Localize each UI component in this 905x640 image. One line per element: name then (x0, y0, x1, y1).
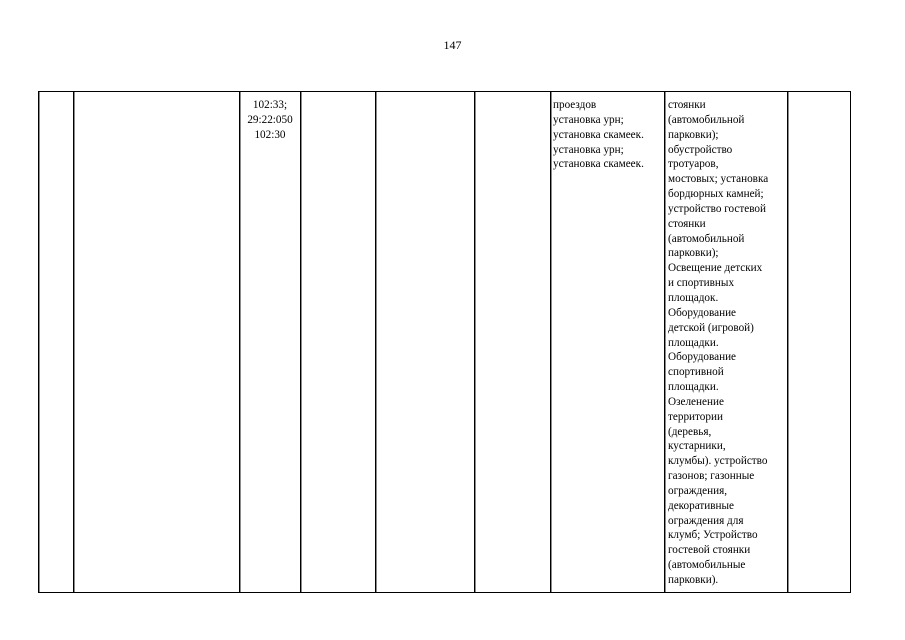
cell-empty-9 (788, 92, 851, 593)
works-text: проездов установка урн; установка скамеек. установка урн; установка скамеек. (553, 99, 644, 171)
continuation-table (38, 91, 851, 593)
cell-empty-4 (301, 92, 376, 593)
cell-empty-5 (376, 92, 475, 593)
page-number: 147 (443, 38, 462, 52)
cell-index (39, 92, 74, 593)
cell-improvements (665, 92, 788, 593)
cell-works (551, 92, 665, 593)
improvements-text: стоянки (автомобильной парковки); обустройство тротуаров, мостовых; установка бордюрных камней; устройство гостевой стоянки (автомобильной парковки); Освещение детских и спортивных площадок. Оборудование детской (игровой) площадки. Оборудование спортивной площадки. Озеленение территории (деревья, кустарники, клумбы). устройство газонов; газонные ограждения, декоративные ограждения для клумб; Устройство гостевой стоянки (автомобильные парковки). (668, 99, 769, 586)
cell-cadastral-numbers (240, 92, 301, 593)
cell-name (74, 92, 240, 593)
cell-empty-6 (475, 92, 551, 593)
table-row (39, 92, 851, 593)
cadastral-numbers-text: 102:33; 29:22:050 102:30 (247, 99, 293, 141)
